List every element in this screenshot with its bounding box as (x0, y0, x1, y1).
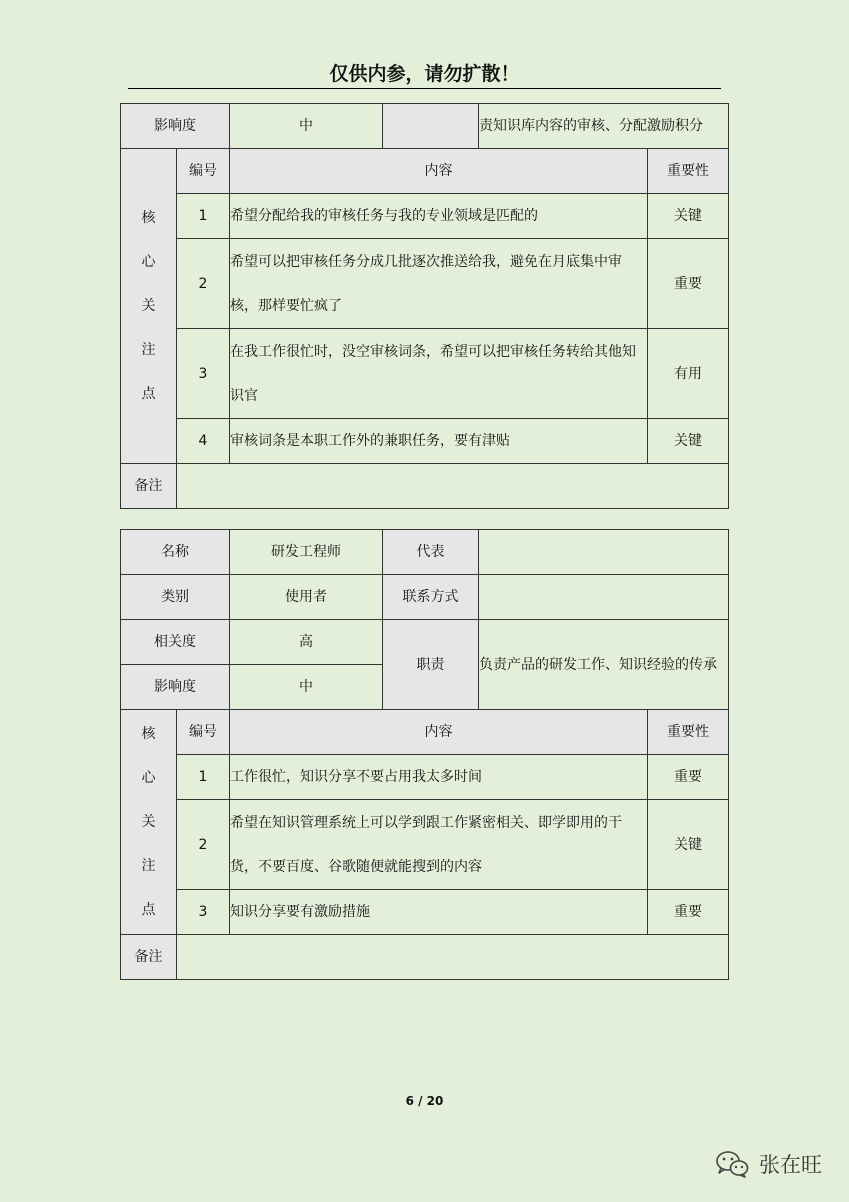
representative-label: 代表 (383, 530, 479, 575)
row-content: 希望在知识管理系统上可以学到跟工作紧密相关、即学即用的干货，不要百度、谷歌随便就能搜到的内容 (230, 800, 648, 890)
table-row (121, 419, 729, 464)
wechat-icon (715, 1150, 749, 1178)
header-divider (128, 88, 721, 89)
row-number: 1 (177, 755, 230, 800)
relevance-value: 高 (230, 620, 383, 665)
duty-value: 责知识库内容的审核、分配激励积分 (479, 104, 729, 149)
number-header: 编号 (177, 710, 230, 755)
row-importance: 重要 (648, 755, 729, 800)
influence-label: 影响度 (121, 104, 230, 149)
relevance-label: 相关度 (121, 620, 230, 665)
table-row (121, 329, 729, 419)
remark-value (177, 935, 729, 980)
duty-label: 职责 (383, 620, 479, 710)
row-content: 工作很忙，知识分享不要占用我太多时间 (230, 755, 648, 800)
row-number: 1 (177, 194, 230, 239)
page-header-title: 仅供内参，请勿扩散！ (329, 63, 520, 85)
row-content: 知识分享要有激励措施 (230, 890, 648, 935)
core-focus-label: 核 心 关 注 点 (121, 149, 177, 464)
name-label: 名称 (121, 530, 230, 575)
category-value: 使用者 (230, 575, 383, 620)
table-row (121, 194, 729, 239)
stakeholder-table-rd-engineer (120, 529, 729, 980)
importance-header: 重要性 (648, 710, 729, 755)
core-focus-label: 核 心 关 注 点 (121, 710, 177, 935)
row-number: 2 (177, 239, 230, 329)
influence-value: 中 (230, 104, 383, 149)
row-content: 希望分配给我的审核任务与我的专业领域是匹配的 (230, 194, 648, 239)
row-importance: 重要 (648, 239, 729, 329)
duty-value: 负责产品的研发工作、知识经验的传承 (479, 620, 729, 710)
importance-header: 重要性 (648, 149, 729, 194)
remark-label: 备注 (121, 935, 177, 980)
stakeholder-table-knowledge-officer (120, 103, 729, 509)
category-label: 类别 (121, 575, 230, 620)
contact-label: 联系方式 (383, 575, 479, 620)
row-number: 3 (177, 329, 230, 419)
row-content: 在我工作很忙时，没空审核词条，希望可以把审核任务转给其他知识官 (230, 329, 648, 419)
content-header: 内容 (230, 710, 648, 755)
watermark-text: 张在旺 (759, 1153, 822, 1177)
remark-label: 备注 (121, 464, 177, 509)
row-content: 审核词条是本职工作外的兼职任务，要有津贴 (230, 419, 648, 464)
row-importance: 关键 (648, 194, 729, 239)
row-importance: 有用 (648, 329, 729, 419)
table-row (121, 800, 729, 890)
row-importance: 关键 (648, 800, 729, 890)
watermark (715, 1147, 822, 1181)
row-importance: 重要 (648, 890, 729, 935)
contact-value (479, 575, 729, 620)
influence-value: 中 (230, 665, 383, 710)
representative-value (479, 530, 729, 575)
content-header: 内容 (230, 149, 648, 194)
row-number: 4 (177, 419, 230, 464)
number-header: 编号 (177, 149, 230, 194)
row-number: 3 (177, 890, 230, 935)
row-content: 希望可以把审核任务分成几批逐次推送给我，避免在月底集中审核，那样要忙疯了 (230, 239, 648, 329)
table-row (121, 755, 729, 800)
table-row (121, 890, 729, 935)
page-number: 6 / 20 (405, 1094, 444, 1108)
influence-label: 影响度 (121, 665, 230, 710)
duty-label-cell (383, 104, 479, 149)
row-importance: 关键 (648, 419, 729, 464)
name-value: 研发工程师 (230, 530, 383, 575)
row-number: 2 (177, 800, 230, 890)
table-row (121, 239, 729, 329)
remark-value (177, 464, 729, 509)
